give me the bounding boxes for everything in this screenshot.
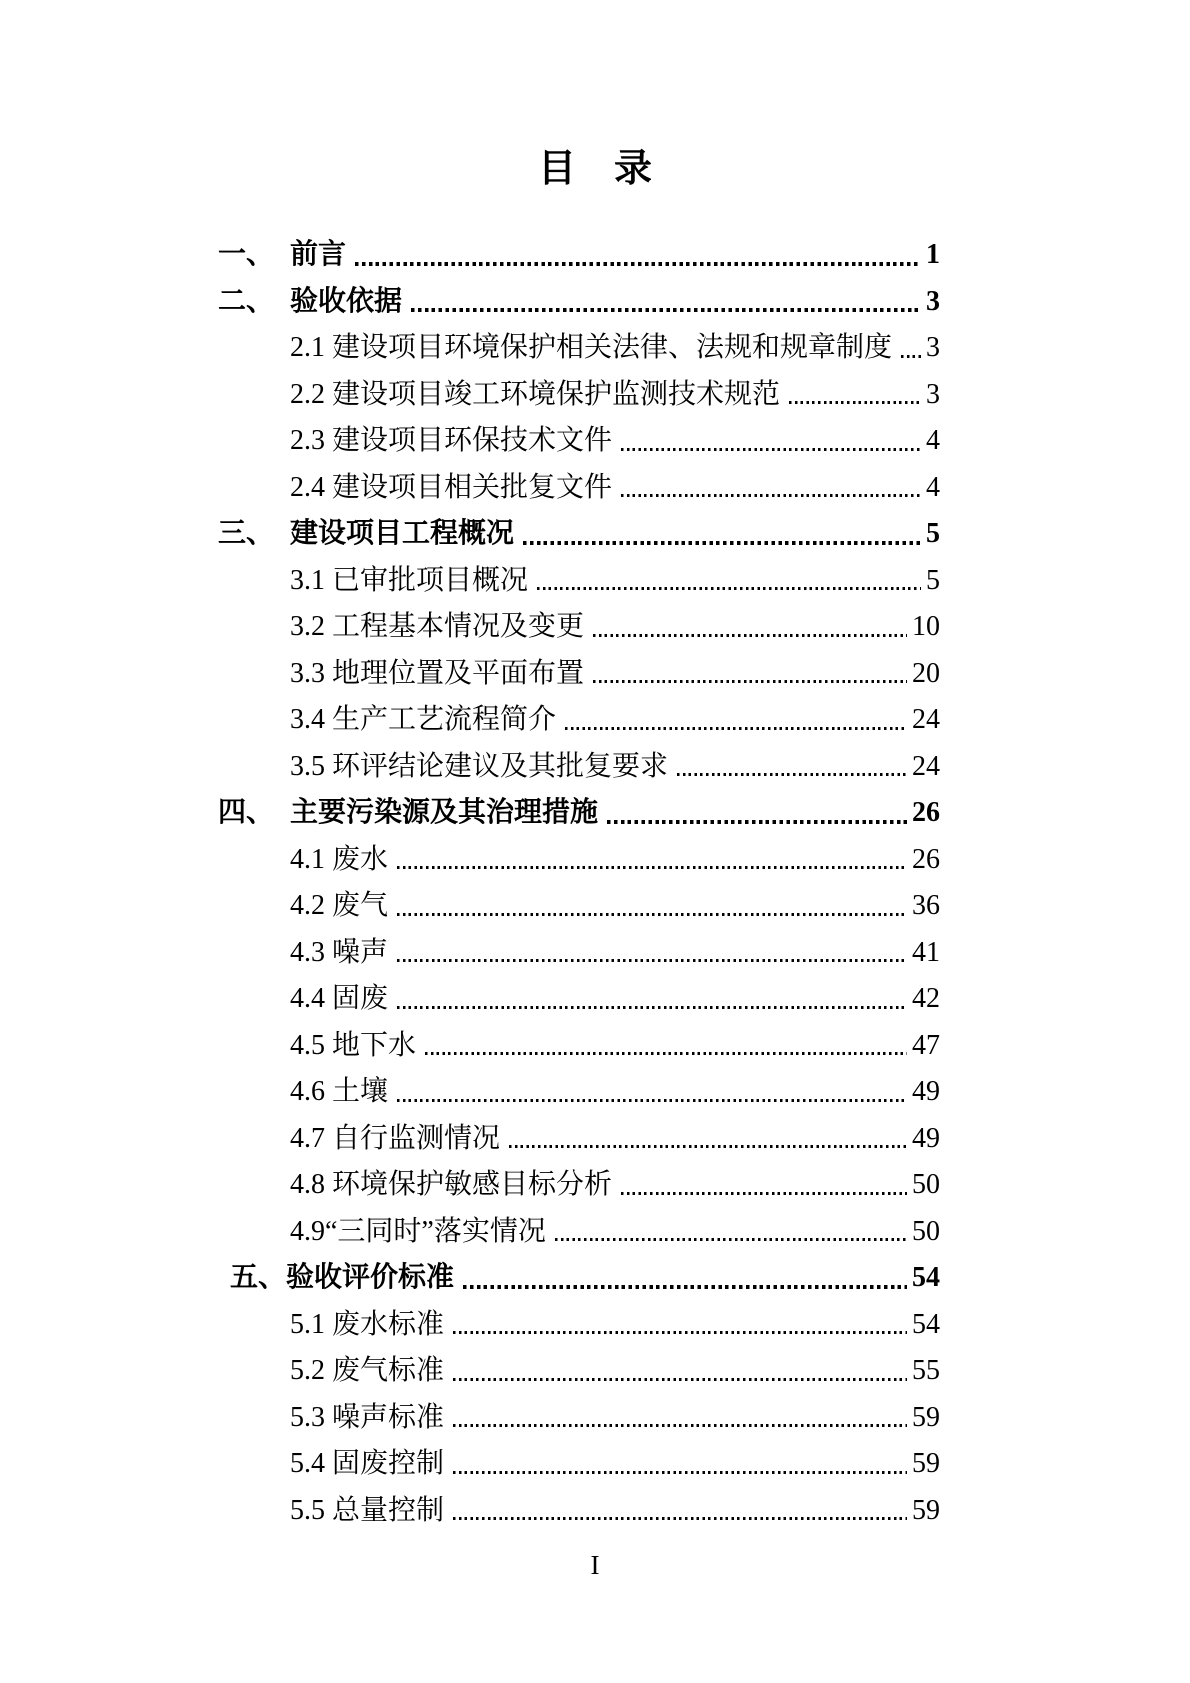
toc-page-number: 10 [912,611,940,643]
toc-row [218,1154,940,1201]
toc-dot-leader [565,727,907,730]
toc-dot-leader [397,959,907,962]
toc-dot-leader [397,1099,907,1102]
toc-row [218,1108,940,1155]
toc-entry-label: 5.2 废气标准 [290,1355,445,1387]
toc-entry-label: 4.8 环境保护敏感目标分析 [290,1169,613,1201]
toc-entry-label: 4.7 自行监测情况 [290,1122,501,1154]
toc-page-number: 41 [912,936,940,968]
toc-page-number: 3 [926,378,940,410]
toc-entry-label: 主要污染源及其治理措施 [290,797,599,829]
toc-dot-leader [425,1052,907,1055]
toc-page-number: 50 [912,1215,940,1247]
toc-dot-leader [523,541,921,545]
toc-entry-number: 五、 [230,1262,287,1294]
toc-entry-number: 三、 [218,518,275,550]
toc-dot-leader [453,1378,907,1381]
toc-page-number: 1 [926,239,940,271]
toc-row [218,1061,940,1108]
toc-page-number: 42 [912,983,940,1015]
toc-page-number: 26 [912,797,940,829]
toc-row [218,922,940,969]
toc-dot-leader [453,1424,907,1427]
toc-row [218,1387,940,1434]
toc-row [218,503,940,550]
toc-entry-label: 3.5 环评结论建议及其批复要求 [290,750,669,782]
toc-dot-leader [453,1471,907,1474]
toc-dot-leader [411,308,921,312]
toc-entry-label: 4.2 废气 [290,890,389,922]
toc-row [218,736,940,783]
toc-page-number: 26 [912,843,940,875]
toc-entry-number: 二、 [218,285,275,317]
toc-page-number: 4 [926,471,940,503]
toc-row [218,875,940,922]
toc-entry-label: 4.1 废水 [290,843,389,875]
toc-entry-label: 建设项目工程概况 [290,518,515,550]
toc-dot-leader [453,1331,907,1334]
toc-page-number: 24 [912,750,940,782]
toc-row [218,1294,940,1341]
toc-entry-label: 5.3 噪声标准 [290,1401,445,1433]
toc-entry-label: 验收依据 [290,285,403,317]
toc-entry-label: 3.4 生产工艺流程简介 [290,704,557,736]
toc-page-number: 3 [926,332,940,364]
toc-dot-leader [593,680,907,683]
toc-dot-leader [621,1192,907,1195]
toc-row [218,1433,940,1480]
toc-row [218,317,940,364]
toc-page-number: 47 [912,1029,940,1061]
toc-entry-number: 一、 [218,239,275,271]
toc-row [218,596,940,643]
toc-entry-label: 4.6 土壤 [290,1076,389,1108]
toc-page-number: 4 [926,425,940,457]
toc-row [218,643,940,690]
toc-entry-label: 2.1 建设项目环境保护相关法律、法规和规章制度 [290,332,893,364]
toc-page-number: 59 [912,1401,940,1433]
toc-row [218,782,940,829]
toc-entry-label: 2.2 建设项目竣工环境保护监测技术规范 [290,378,781,410]
toc-dot-leader [509,1145,907,1148]
toc-page-number: 49 [912,1076,940,1108]
toc-entry-label: 5.5 总量控制 [290,1494,445,1526]
toc-row [218,689,940,736]
toc-row [218,364,940,411]
toc-page-number: 55 [912,1355,940,1387]
toc-entry-number: 四、 [218,797,275,829]
table-of-contents [218,224,940,1526]
toc-row [218,1247,940,1294]
toc-dot-leader [397,866,907,869]
toc-dot-leader [397,1006,907,1009]
toc-row [218,829,940,876]
toc-entry-label: 2.3 建设项目环保技术文件 [290,425,613,457]
toc-entry-label: 3.1 已审批项目概况 [290,564,529,596]
toc-dot-leader [901,355,921,358]
toc-row [218,1340,940,1387]
toc-dot-leader [677,773,907,776]
toc-dot-leader [355,262,921,266]
toc-page-number: 54 [912,1308,940,1340]
toc-entry-label: 3.3 地理位置及平面布置 [290,657,585,689]
toc-dot-leader [607,820,907,824]
toc-row [218,224,940,271]
toc-page-number: 36 [912,890,940,922]
toc-page-number: 20 [912,657,940,689]
toc-page-number: 5 [926,564,940,596]
toc-row [218,457,940,504]
toc-page-number: 59 [912,1494,940,1526]
toc-entry-label: 4.4 固废 [290,983,389,1015]
toc-dot-leader [537,587,921,590]
footer-page-number: I [590,1550,600,1580]
toc-row [218,1015,940,1062]
toc-row [218,550,940,597]
toc-row [218,271,940,318]
toc-dot-leader [621,494,921,497]
toc-page-number: 59 [912,1448,940,1480]
toc-page-number: 54 [912,1262,940,1294]
toc-entry-label: 2.4 建设项目相关批复文件 [290,471,613,503]
toc-row [218,410,940,457]
toc-row [218,1480,940,1527]
document-title: 目 录 [537,148,652,190]
toc-page-number: 24 [912,704,940,736]
toc-entry-label: 4.9“三同时”落实情况 [290,1215,546,1247]
toc-entry-label: 5.1 废水标准 [290,1308,445,1340]
toc-entry-label: 5.4 固废控制 [290,1448,445,1480]
toc-entry-label: 4.5 地下水 [290,1029,417,1061]
toc-page-number: 3 [926,285,940,317]
toc-page-number: 5 [926,518,940,550]
toc-entry-label: 3.2 工程基本情况及变更 [290,611,585,643]
toc-dot-leader [789,401,921,404]
toc-dot-leader [593,634,907,637]
toc-entry-label: 验收评价标准 [286,1262,455,1294]
toc-entry-label: 前言 [290,239,347,271]
toc-row [218,1201,940,1248]
toc-page-number: 50 [912,1169,940,1201]
toc-dot-leader [555,1238,907,1241]
toc-row [218,968,940,1015]
toc-dot-leader [397,913,907,916]
toc-dot-leader [463,1285,907,1289]
toc-entry-label: 4.3 噪声 [290,936,389,968]
toc-dot-leader [621,448,921,451]
toc-page-number: 49 [912,1122,940,1154]
toc-dot-leader [453,1517,907,1520]
